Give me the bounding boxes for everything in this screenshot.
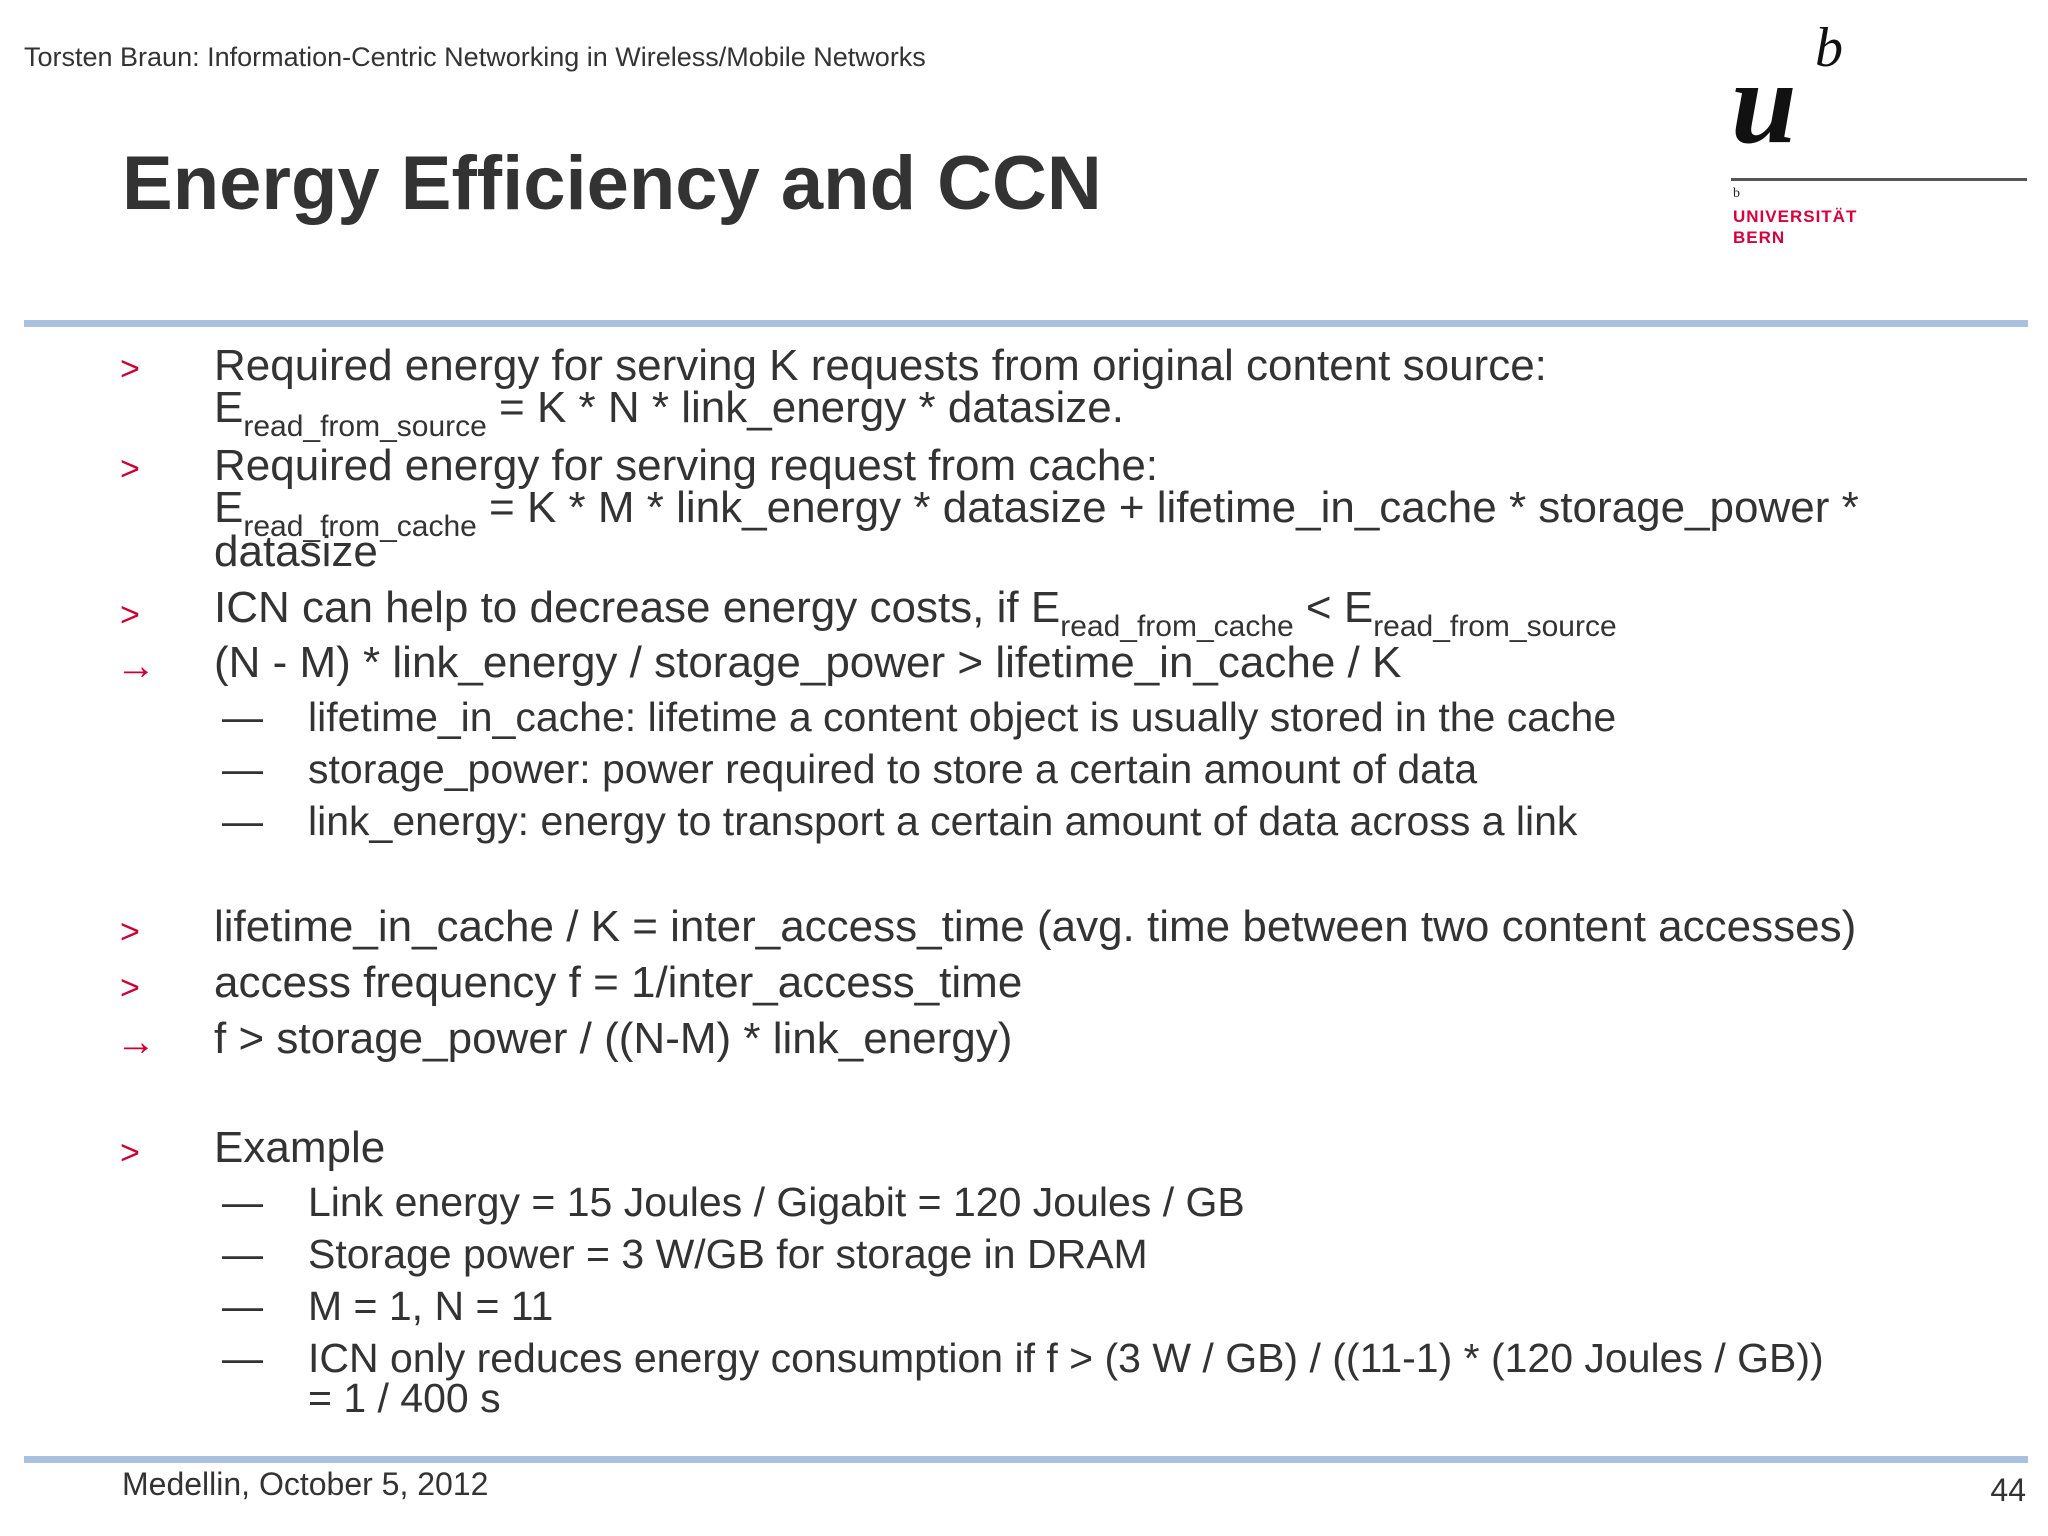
dash-marker: — [222,1231,263,1277]
logo-u-glyph: u [1731,37,1797,168]
formula-subscript: read_from_source [243,410,487,443]
icn-condition-sub1: read_from_cache [1060,610,1294,643]
dash-marker: — [222,1179,263,1225]
arrow-marker: → [116,1020,156,1064]
example-icn-reduction-result: = 1 / 400 s [308,1375,501,1421]
sub-item-lifetime-in-cache: lifetime_in_cache: lifetime a content object is usually stored in the cache [308,694,1617,740]
dash-marker: — [222,798,263,844]
university-logo [1725,17,2030,260]
formula-e: E [214,483,244,532]
logo-university-line2: BERN [1733,228,1786,247]
bullet-marker: > [120,1134,140,1172]
formula-read-from-cache [214,483,1859,543]
dash-marker: — [222,1283,263,1329]
arrow-marker: → [116,644,156,688]
arrow-inequality: (N - M) * link_energy / storage_power > lifetime_in_cache / K [214,638,1402,687]
example-m-n-values: M = 1, N = 11 [308,1283,554,1329]
sub-item-storage-power: storage_power: power required to store a certain amount of data [308,746,1478,792]
footer-location-date: Medellin, October 5, 2012 [122,1466,489,1502]
page-number: 44 [1990,1472,2026,1508]
formula-body: = K * M * link_energy * datasize + lifetime_in_cache * storage_power * [476,483,1859,532]
formula-read-from-cache-cont: datasize [214,527,378,576]
bullet-marker: > [120,596,140,634]
top-divider-rule [24,320,2028,327]
slide-title: Energy Efficiency and CCN [122,141,1102,226]
logo-university-line1: UNIVERSITÄT [1733,207,1858,226]
icn-condition-text: ICN can help to decrease energy costs, if E [214,583,1061,632]
header-author-line: Torsten Braun: Information-Centric Networking in Wireless/Mobile Networks [24,42,926,72]
bottom-divider-rule [24,1456,2028,1463]
bullet-required-energy-cache: Required energy for serving request from cache: [214,441,1159,490]
bullet-access-frequency: access frequency f = 1/inter_access_time [214,958,1023,1007]
bullet-icn-decrease-energy [214,583,1617,643]
icn-condition-sub2: read_from_source [1373,610,1617,643]
bullet-marker: > [120,969,140,1007]
dash-marker: — [222,746,263,792]
bullet-marker: > [120,350,140,388]
bullet-required-energy-source: Required energy for serving K requests from original content source: [214,341,1547,390]
sub-item-link-energy: link_energy: energy to transport a certain amount of data across a link [308,798,1578,844]
logo-divider [1731,178,2027,181]
bullet-marker: > [120,913,140,951]
bullet-marker: > [120,450,140,488]
bullet-lifetime-inter-access: lifetime_in_cache / K = inter_access_time (avg. time between two content accesses) [214,902,1857,951]
icn-condition-mid: < E [1293,583,1374,632]
example-storage-power: Storage power = 3 W/GB for storage in DRAM [308,1231,1148,1277]
formula-read-from-source [214,383,1124,443]
dash-marker: — [222,1335,263,1381]
example-icn-reduction: ICN only reduces energy consumption if f > (3 W / GB) / ((11-1) * (120 Joules / GB)) [308,1335,1824,1381]
dash-marker: — [222,694,263,740]
logo-small-b: b [1733,186,1740,201]
formula-body: = K * N * link_energy * datasize. [486,383,1124,432]
bullet-example: Example [214,1123,386,1172]
logo-b-superscript: b [1815,17,1843,79]
formula-e: E [214,383,244,432]
formula-subscript: read_from_cache [243,510,477,543]
example-link-energy: Link energy = 15 Joules / Gigabit = 120 Joules / GB [308,1179,1245,1225]
arrow-frequency-condition: f > storage_power / ((N-M) * link_energy) [214,1014,1013,1063]
logo-university-name [1733,206,1857,248]
